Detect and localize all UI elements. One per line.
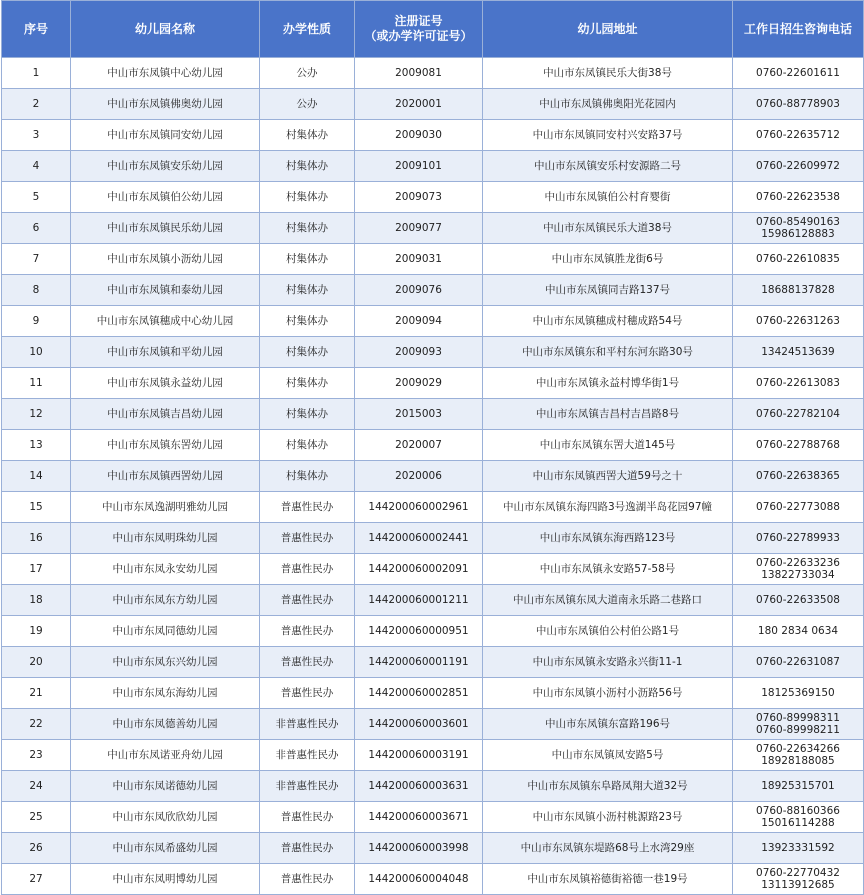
cell-address: 中山市东凤镇伯公村育婴街 (483, 182, 733, 213)
cell-index: 8 (2, 275, 71, 306)
cell-address: 中山市东凤镇伯公村伯公路1号 (483, 616, 733, 647)
cell-address: 中山市东凤镇小沥村桃源路23号 (483, 802, 733, 833)
phone-number: 18928188085 (761, 755, 835, 767)
cell-name: 中山市东凤希盛幼儿园 (71, 833, 260, 864)
cell-phone (733, 492, 864, 523)
cell-name: 中山市东凤镇民乐幼儿园 (71, 213, 260, 244)
table-row (2, 678, 864, 709)
cell-nature: 村集体办 (260, 213, 355, 244)
cell-address: 中山市东凤镇东和平村东河东路30号 (483, 337, 733, 368)
phone-number: 0760-22635712 (756, 129, 840, 141)
cell-nature: 村集体办 (260, 337, 355, 368)
cell-registration: 2009081 (355, 58, 483, 89)
kindergarten-table (1, 0, 864, 895)
cell-name: 中山市东凤镇和泰幼儿园 (71, 275, 260, 306)
table-row (2, 89, 864, 120)
cell-phone (733, 151, 864, 182)
cell-name: 中山市东凤镇同安幼儿园 (71, 120, 260, 151)
cell-address: 中山市东凤镇东海四路3号逸湖半岛花园97幢 (483, 492, 733, 523)
cell-nature: 非普惠性民办 (260, 709, 355, 740)
cell-nature: 村集体办 (260, 461, 355, 492)
cell-index: 5 (2, 182, 71, 213)
cell-name: 中山市东凤东方幼儿园 (71, 585, 260, 616)
table-row (2, 151, 864, 182)
cell-registration: 2015003 (355, 399, 483, 430)
phone-number: 0760-89998211 (756, 724, 840, 736)
cell-nature: 村集体办 (260, 244, 355, 275)
cell-address: 中山市东凤镇西罟大道59号之十 (483, 461, 733, 492)
cell-registration: 144200060000951 (355, 616, 483, 647)
cell-registration: 2009101 (355, 151, 483, 182)
cell-index: 26 (2, 833, 71, 864)
cell-index: 1 (2, 58, 71, 89)
cell-address: 中山市东凤镇永益村博华街1号 (483, 368, 733, 399)
cell-phone (733, 678, 864, 709)
phone-number: 0760-22638365 (756, 470, 840, 482)
header-registration-line1: 注册证号 (394, 14, 443, 28)
phone-number: 18125369150 (761, 687, 835, 699)
cell-name: 中山市东凤镇佛奥幼儿园 (71, 89, 260, 120)
cell-name: 中山市东凤镇西罟幼儿园 (71, 461, 260, 492)
cell-address: 中山市东凤镇东阜路凤翔大道32号 (483, 771, 733, 802)
cell-name: 中山市东凤明博幼儿园 (71, 864, 260, 895)
cell-registration: 144200060003631 (355, 771, 483, 802)
phone-number: 13424513639 (761, 346, 835, 358)
cell-phone (733, 647, 864, 678)
cell-name: 中山市东凤东兴幼儿园 (71, 647, 260, 678)
cell-address: 中山市东凤镇小沥村小沥路56号 (483, 678, 733, 709)
cell-index: 18 (2, 585, 71, 616)
phone-number: 0760-89998311 (756, 712, 840, 724)
table-row (2, 492, 864, 523)
table-row (2, 213, 864, 244)
cell-name: 中山市东凤永安幼儿园 (71, 554, 260, 585)
cell-name: 中山市东凤东海幼儿园 (71, 678, 260, 709)
phone-number: 0760-22788768 (756, 439, 840, 451)
cell-nature: 村集体办 (260, 430, 355, 461)
cell-index: 11 (2, 368, 71, 399)
phone-number: 13923331592 (761, 842, 835, 854)
cell-address: 中山市东凤镇东堤路68号上水湾29座 (483, 833, 733, 864)
cell-name: 中山市东凤诺德幼儿园 (71, 771, 260, 802)
cell-nature: 村集体办 (260, 306, 355, 337)
table-row (2, 58, 864, 89)
cell-nature: 普惠性民办 (260, 585, 355, 616)
cell-phone (733, 554, 864, 585)
cell-phone (733, 864, 864, 895)
phone-number: 18925315701 (761, 780, 835, 792)
cell-index: 27 (2, 864, 71, 895)
cell-address: 中山市东凤镇东富路196号 (483, 709, 733, 740)
cell-index: 13 (2, 430, 71, 461)
phone-number: 0760-22789933 (756, 532, 840, 544)
cell-phone (733, 399, 864, 430)
phone-number: 0760-22610835 (756, 253, 840, 265)
cell-name: 中山市东凤镇安乐幼儿园 (71, 151, 260, 182)
header-phone: 工作日招生咨询电话 (733, 1, 864, 58)
cell-nature: 普惠性民办 (260, 678, 355, 709)
cell-nature: 普惠性民办 (260, 616, 355, 647)
table-row (2, 864, 864, 895)
header-name: 幼儿园名称 (71, 1, 260, 58)
cell-address: 中山市东凤镇东凤大道南永乐路二巷路口 (483, 585, 733, 616)
table-row (2, 616, 864, 647)
cell-registration: 144200060003671 (355, 802, 483, 833)
cell-nature: 普惠性民办 (260, 833, 355, 864)
cell-index: 10 (2, 337, 71, 368)
cell-phone (733, 213, 864, 244)
table-row (2, 399, 864, 430)
cell-registration: 2009077 (355, 213, 483, 244)
table-row (2, 120, 864, 151)
cell-registration: 144200060001191 (355, 647, 483, 678)
phone-number: 15016114288 (761, 817, 835, 829)
cell-address: 中山市东凤镇安乐村安源路二号 (483, 151, 733, 182)
table-row (2, 275, 864, 306)
cell-nature: 普惠性民办 (260, 523, 355, 554)
cell-name: 中山市东凤镇东罟幼儿园 (71, 430, 260, 461)
cell-nature: 村集体办 (260, 275, 355, 306)
phone-number: 18688137828 (761, 284, 835, 296)
cell-registration: 144200060003998 (355, 833, 483, 864)
phone-number: 0760-88778903 (756, 98, 840, 110)
cell-nature: 村集体办 (260, 182, 355, 213)
table-body (2, 58, 864, 895)
cell-index: 17 (2, 554, 71, 585)
phone-number: 0760-22609972 (756, 160, 840, 172)
table-row (2, 182, 864, 213)
cell-phone (733, 337, 864, 368)
cell-phone (733, 833, 864, 864)
cell-index: 24 (2, 771, 71, 802)
cell-phone (733, 461, 864, 492)
cell-index: 2 (2, 89, 71, 120)
cell-index: 23 (2, 740, 71, 771)
table-row (2, 833, 864, 864)
phone-number: 0760-22601611 (756, 67, 840, 79)
phone-number: 0760-22634266 (756, 743, 840, 755)
cell-address: 中山市东凤镇同安村兴安路37号 (483, 120, 733, 151)
cell-address: 中山市东凤镇吉昌村吉昌路8号 (483, 399, 733, 430)
table-row (2, 740, 864, 771)
cell-nature: 普惠性民办 (260, 802, 355, 833)
cell-phone (733, 740, 864, 771)
cell-address: 中山市东凤镇东海西路123号 (483, 523, 733, 554)
cell-address: 中山市东凤镇民乐大道38号 (483, 213, 733, 244)
cell-index: 9 (2, 306, 71, 337)
table-row (2, 523, 864, 554)
cell-nature: 普惠性民办 (260, 554, 355, 585)
header-address: 幼儿园地址 (483, 1, 733, 58)
cell-name: 中山市东凤镇和平幼儿园 (71, 337, 260, 368)
cell-phone (733, 275, 864, 306)
phone-number: 0760-85490163 (756, 216, 840, 228)
cell-registration: 2020006 (355, 461, 483, 492)
cell-nature: 村集体办 (260, 368, 355, 399)
cell-registration: 2009073 (355, 182, 483, 213)
cell-phone (733, 585, 864, 616)
cell-phone (733, 771, 864, 802)
cell-name: 中山市东凤诺亚舟幼儿园 (71, 740, 260, 771)
cell-name: 中山市东凤镇伯公幼儿园 (71, 182, 260, 213)
cell-address: 中山市东凤镇民乐大街38号 (483, 58, 733, 89)
cell-name: 中山市东凤德善幼儿园 (71, 709, 260, 740)
cell-address: 中山市东凤镇裕德街裕德一巷19号 (483, 864, 733, 895)
table-row (2, 585, 864, 616)
cell-nature: 非普惠性民办 (260, 740, 355, 771)
cell-phone (733, 120, 864, 151)
table-row (2, 802, 864, 833)
phone-number: 13113912685 (761, 879, 835, 891)
cell-index: 14 (2, 461, 71, 492)
table-row (2, 306, 864, 337)
cell-registration: 144200060002441 (355, 523, 483, 554)
table-row (2, 244, 864, 275)
cell-phone (733, 182, 864, 213)
cell-phone (733, 244, 864, 275)
cell-phone (733, 368, 864, 399)
cell-registration: 144200060004048 (355, 864, 483, 895)
cell-index: 19 (2, 616, 71, 647)
header-registration-line2: （或办学许可证号） (364, 29, 473, 43)
cell-index: 4 (2, 151, 71, 182)
header-nature: 办学性质 (260, 1, 355, 58)
cell-index: 20 (2, 647, 71, 678)
cell-nature: 普惠性民办 (260, 647, 355, 678)
phone-number: 0760-22631263 (756, 315, 840, 327)
cell-address: 中山市东凤镇东罟大道145号 (483, 430, 733, 461)
cell-phone (733, 430, 864, 461)
cell-nature: 村集体办 (260, 399, 355, 430)
cell-nature: 公办 (260, 89, 355, 120)
cell-phone (733, 616, 864, 647)
cell-index: 15 (2, 492, 71, 523)
cell-index: 21 (2, 678, 71, 709)
table-row (2, 368, 864, 399)
cell-nature: 普惠性民办 (260, 864, 355, 895)
cell-index: 16 (2, 523, 71, 554)
cell-phone (733, 709, 864, 740)
cell-nature: 普惠性民办 (260, 492, 355, 523)
phone-number: 0760-22773088 (756, 501, 840, 513)
cell-registration: 2009094 (355, 306, 483, 337)
cell-address: 中山市东凤镇永安路永兴街11-1 (483, 647, 733, 678)
cell-name: 中山市东凤镇穗成中心幼儿园 (71, 306, 260, 337)
table-row (2, 461, 864, 492)
phone-number: 0760-22782104 (756, 408, 840, 420)
cell-registration: 144200060002961 (355, 492, 483, 523)
cell-name: 中山市东凤镇中心幼儿园 (71, 58, 260, 89)
cell-nature: 公办 (260, 58, 355, 89)
cell-nature: 村集体办 (260, 151, 355, 182)
header-registration (355, 1, 483, 58)
table-row (2, 430, 864, 461)
phone-number: 0760-88160366 (756, 805, 840, 817)
cell-registration: 144200060001211 (355, 585, 483, 616)
cell-registration: 144200060003191 (355, 740, 483, 771)
cell-registration: 2009030 (355, 120, 483, 151)
phone-number: 0760-22631087 (756, 656, 840, 668)
cell-registration: 144200060002851 (355, 678, 483, 709)
cell-registration: 2009093 (355, 337, 483, 368)
cell-address: 中山市东凤镇佛奥阳光花园内 (483, 89, 733, 120)
cell-phone (733, 89, 864, 120)
cell-name: 中山市东凤同德幼儿园 (71, 616, 260, 647)
cell-registration: 2009029 (355, 368, 483, 399)
table-row (2, 709, 864, 740)
cell-index: 12 (2, 399, 71, 430)
cell-address: 中山市东凤镇凤安路5号 (483, 740, 733, 771)
cell-phone (733, 306, 864, 337)
cell-address: 中山市东凤镇同吉路137号 (483, 275, 733, 306)
cell-name: 中山市东凤欣欣幼儿园 (71, 802, 260, 833)
phone-number: 13822733034 (761, 569, 835, 581)
cell-nature: 非普惠性民办 (260, 771, 355, 802)
cell-registration: 2020007 (355, 430, 483, 461)
phone-number: 0760-22613083 (756, 377, 840, 389)
table-row (2, 647, 864, 678)
cell-address: 中山市东凤镇永安路57-58号 (483, 554, 733, 585)
table-row (2, 554, 864, 585)
cell-phone (733, 802, 864, 833)
cell-index: 6 (2, 213, 71, 244)
phone-number: 0760-22633508 (756, 594, 840, 606)
cell-name: 中山市东凤逸湖明雅幼儿园 (71, 492, 260, 523)
cell-address: 中山市东凤镇穗成村穗成路54号 (483, 306, 733, 337)
cell-index: 7 (2, 244, 71, 275)
cell-phone (733, 58, 864, 89)
cell-registration: 2009031 (355, 244, 483, 275)
phone-number: 0760-22770432 (756, 867, 840, 879)
cell-address: 中山市东凤镇胜龙街6号 (483, 244, 733, 275)
phone-number: 0760-22633236 (756, 557, 840, 569)
cell-registration: 2009076 (355, 275, 483, 306)
header-index: 序号 (2, 1, 71, 58)
cell-index: 3 (2, 120, 71, 151)
cell-name: 中山市东凤镇永益幼儿园 (71, 368, 260, 399)
table-header-row (2, 1, 864, 58)
cell-name: 中山市东凤明珠幼儿园 (71, 523, 260, 554)
cell-name: 中山市东凤镇吉昌幼儿园 (71, 399, 260, 430)
cell-phone (733, 523, 864, 554)
cell-index: 25 (2, 802, 71, 833)
cell-registration: 144200060002091 (355, 554, 483, 585)
phone-number: 15986128883 (761, 228, 835, 240)
cell-index: 22 (2, 709, 71, 740)
table-row (2, 337, 864, 368)
cell-registration: 2020001 (355, 89, 483, 120)
table-row (2, 771, 864, 802)
phone-number: 0760-22623538 (756, 191, 840, 203)
phone-number: 180 2834 0634 (757, 625, 839, 637)
cell-registration: 144200060003601 (355, 709, 483, 740)
cell-nature: 村集体办 (260, 120, 355, 151)
cell-name: 中山市东凤镇小沥幼儿园 (71, 244, 260, 275)
